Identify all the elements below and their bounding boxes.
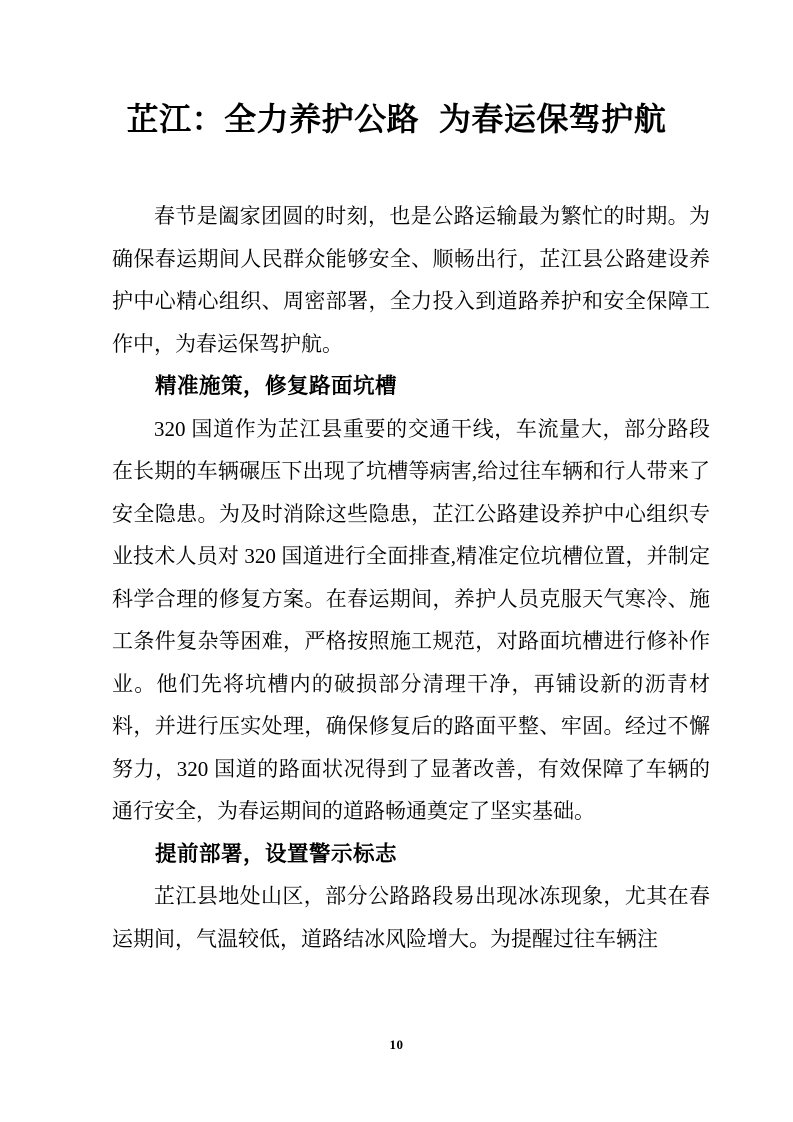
paragraph-section-1: 320 国道作为芷江县重要的交通干线，车流量大，部分路段在长期的车辆碾压下出现了坑槽等病害,给过往车辆和行人带来了安全隐患。为及时消除这些隐患，芷江公路建设养护中心组织专业技术人员对 320 国道进行全面排查,精准定位坑槽位置，并制定科学合理的修复方案。在春运期间，养护人员克服天气寒冷、施工条件复杂等困难，严格按照施工规范，对路面坑槽进行修补作业。他们先将坑槽内的破损部分清理干净，再铺设新的沥青材料，并进行压实处理，确保修复后的路面平整、牢固。经过不懈努力，320 国道的路面状况得到了显著改善，有效保障了车辆的通行安全，为春运期间的道路畅通奠定了坚实基础。 [112, 416, 710, 823]
document-title: 芷江：全力养护公路 为春运保驾护航 [126, 101, 667, 137]
section-heading-2: 提前部署，设置警示标志 [155, 841, 398, 866]
page-number: 10 [389, 1037, 404, 1052]
paragraph-intro: 春节是阖家团圆的时刻，也是公路运输最为繁忙的时期。为确保春运期间人民群众能够安全、顺畅出行，芷江县公路建设养护中心精心组织、周密部署，全力投入到道路养护和安全保障工作中，为春运保驾护航。 [112, 204, 710, 356]
paragraph-section-2: 芷江县地处山区，部分公路路段易出现冰冻现象，尤其在春运期间，气温较低，道路结冰风险增大。为提醒过往车辆注 [112, 884, 710, 951]
section-heading-1: 精准施策，修复路面坑槽 [155, 374, 398, 398]
